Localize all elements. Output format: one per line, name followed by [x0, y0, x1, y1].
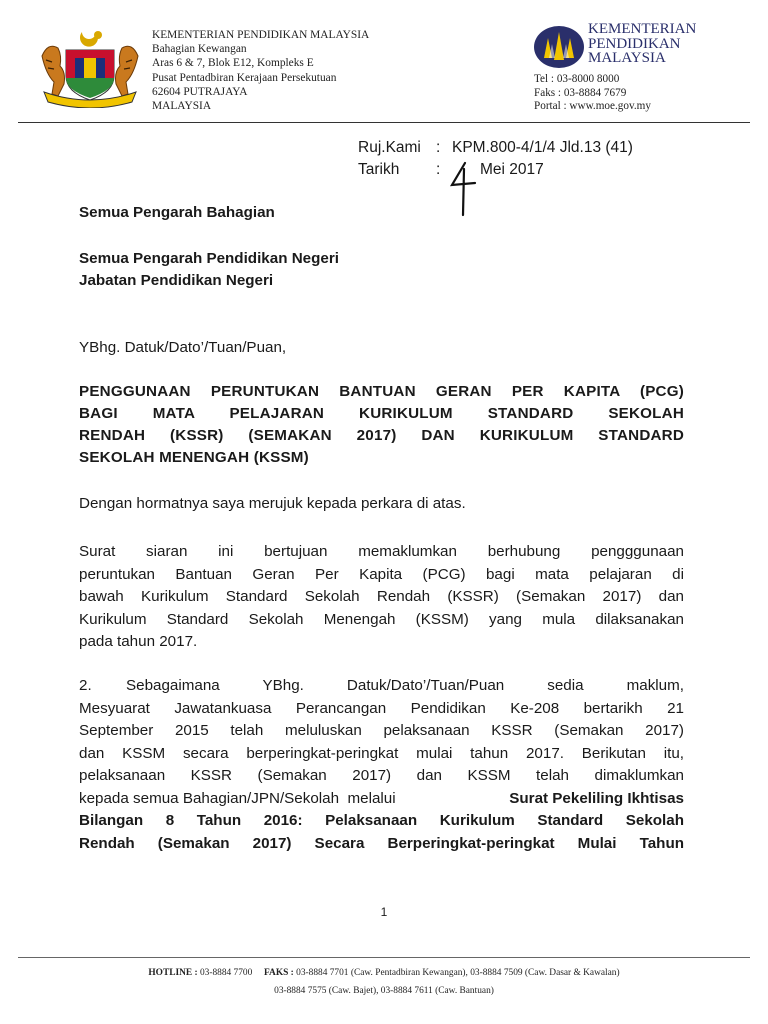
- contact-portal: Portal : www.moe.gov.my: [534, 100, 651, 113]
- faks-line-1: 03-8884 7701 (Caw. Pentadbiran Kewangan), 03-8884 7509 (Caw. Dasar & Kawalan): [296, 968, 620, 978]
- tarikh-separator: :: [436, 161, 441, 178]
- paragraph-line: Mesyuarat Jawatankuasa Perancangan Pendidikan Ke-208 bertarikh 21: [79, 699, 684, 717]
- contact-tel: Tel : 03-8000 8000: [534, 73, 620, 85]
- paragraph-line-mixed: [79, 788, 684, 811]
- ministry-name-line: MALAYSIA: [588, 50, 666, 66]
- letterhead-divider: [18, 122, 750, 123]
- footer-divider: [18, 957, 750, 958]
- address-line: Aras 6 & 7, Blok E12, Kompleks E: [152, 57, 314, 70]
- address-line: Bahagian Kewangan: [152, 43, 247, 56]
- ministry-name-line: KEMENTERIAN: [588, 21, 697, 37]
- paragraph-text: kepada semua Bahagian/JPN/Sekolah melalui: [79, 789, 400, 807]
- circular-reference-bold: Surat Pekeliling Ikhtisas: [509, 789, 684, 807]
- recipient-3: Jabatan Pendidikan Negeri: [79, 272, 274, 289]
- letterhead-address: [152, 28, 369, 113]
- subject-line: RENDAH (KSSR) (SEMAKAN 2017) DAN KURIKULUM STANDARD: [79, 427, 684, 444]
- address-line: 62604 PUTRAJAYA: [152, 85, 248, 98]
- ministry-wordmark: [588, 22, 696, 66]
- opening-sentence: Dengan hormatnya saya merujuk kepada perkara di atas.: [79, 495, 466, 512]
- reference-block: [358, 137, 633, 181]
- ruj-label: Ruj.Kami: [358, 139, 421, 156]
- faks-line-2: 03-8884 7575 (Caw. Bajet), 03-8884 7611 (Caw. Bantuan): [274, 986, 494, 996]
- paragraph-2: [79, 675, 684, 855]
- contact-fax: Faks : 03-8884 7679: [534, 86, 627, 99]
- address-line: MALAYSIA: [152, 100, 212, 113]
- ruj-value: KPM.800-4/1/4 Jld.13 (41): [452, 139, 633, 156]
- paragraph-line: peruntukan Bantuan Geran Per Kapita (PCG) bagi mata pelajaran di: [79, 565, 684, 583]
- paragraph-line: pelaksanaan KSSR (Semakan 2017) dan KSSM telah dimaklumkan: [79, 767, 684, 784]
- letterhead-contact: [534, 73, 651, 114]
- paragraph-2-first-line: [79, 675, 684, 698]
- moe-logo-icon: [532, 24, 586, 70]
- paragraph-line-bold: Bilangan 8 Tahun 2016: Pelaksanaan Kurikulum Standard Sekolah: [79, 812, 684, 829]
- recipient-2: Semua Pengarah Pendidikan Negeri: [79, 250, 339, 267]
- ruj-separator: :: [436, 139, 441, 156]
- hotline-label: HOTLINE :: [148, 968, 198, 978]
- paragraph-line: September 2015 telah meluluskan pelaksanaan KSSR (Semakan 2017): [79, 722, 684, 739]
- faks-label: FAKS :: [264, 968, 294, 978]
- hotline-value: 03-8884 7700: [199, 968, 253, 978]
- tarikh-value: Mei 2017: [480, 161, 544, 178]
- paragraph-number: 2.: [79, 677, 92, 694]
- subject-line: PENGGUNAAN PERUNTUKAN BANTUAN GERAN PER KAPITA (PCG): [79, 383, 684, 400]
- subject-heading: [79, 381, 684, 469]
- page-number: 1: [380, 905, 388, 919]
- tarikh-label: Tarikh: [358, 161, 400, 178]
- subject-line: BAGI MATA PELAJARAN KURIKULUM STANDARD SEKOLAH: [79, 405, 684, 422]
- paragraph-1: [79, 541, 684, 654]
- coat-of-arms-icon: [36, 26, 144, 108]
- footer: [0, 964, 768, 1000]
- paragraph-line-bold: Rendah (Semakan 2017) Secara Berperingkat-peringkat Mulai Tahun: [79, 834, 684, 852]
- footer-line-1: [0, 964, 768, 982]
- address-line: Pusat Pentadbiran Kerajaan Persekutuan: [152, 71, 337, 84]
- paragraph-line: Sebagaimana YBhg. Datuk/Dato’/Tuan/Puan sedia maklum,: [126, 677, 684, 694]
- salutation: YBhg. Datuk/Dato’/Tuan/Puan,: [79, 339, 287, 356]
- ministry-name-line: PENDIDIKAN: [588, 35, 681, 52]
- paragraph-line: pada tahun 2017.: [79, 633, 198, 650]
- paragraph-line: Kurikulum Standard Sekolah Menengah (KSSM) yang mula dilaksanakan: [79, 610, 684, 628]
- paragraph-line: dan KSSM secara berperingkat-peringkat mulai tahun 2017. Berikutan itu,: [79, 744, 684, 762]
- address-line: KEMENTERIAN PENDIDIKAN MALAYSIA: [152, 29, 370, 41]
- recipient-1: Semua Pengarah Bahagian: [79, 204, 275, 221]
- paragraph-line: bawah Kurikulum Standard Sekolah Rendah (KSSR) (Semakan 2017) dan: [79, 588, 684, 605]
- paragraph-line: Surat siaran ini bertujuan memaklumkan berhubung pengggunaan: [79, 543, 684, 560]
- subject-line: SEKOLAH MENENGAH (KSSM): [79, 449, 309, 466]
